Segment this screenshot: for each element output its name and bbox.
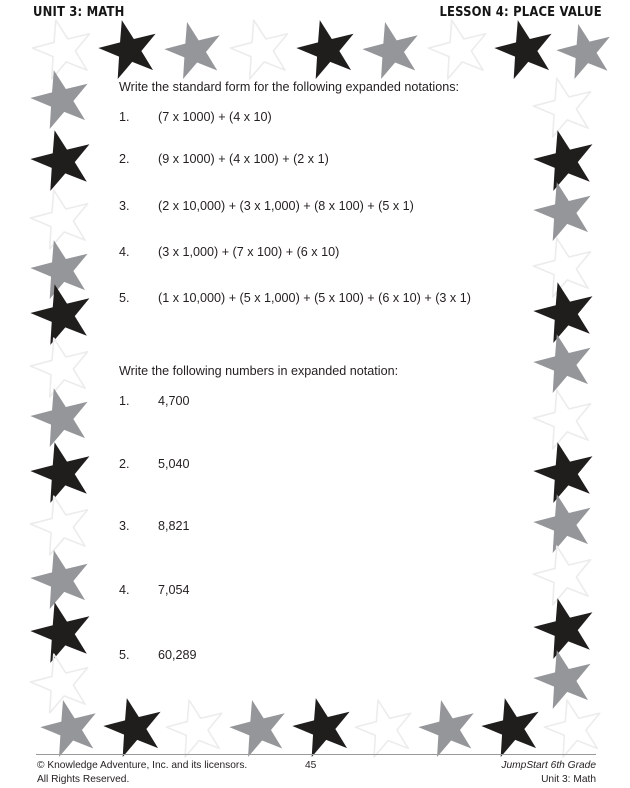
five-point-star-gray xyxy=(158,14,231,87)
question-item xyxy=(119,583,190,597)
header-lesson-title: LESSON 4: PLACE VALUE xyxy=(439,4,602,20)
question-item xyxy=(119,245,339,259)
question-number: 1. xyxy=(119,394,130,408)
question-item xyxy=(119,291,471,305)
question-text: (2 x 10,000) + (3 x 1,000) + (8 x 100) + (5 x 1) xyxy=(158,199,414,213)
question-text: 5,040 xyxy=(158,457,190,471)
question-number: 1. xyxy=(119,110,130,124)
question-number: 2. xyxy=(119,152,130,166)
footer-copyright-line2: All Rights Reserved. xyxy=(37,773,130,785)
question-item xyxy=(119,519,190,533)
question-number: 3. xyxy=(119,519,130,533)
question-number: 5. xyxy=(119,291,130,305)
question-text: (1 x 10,000) + (5 x 1,000) + (5 x 100) + (6 x 10) + (3 x 1) xyxy=(158,291,471,305)
question-number: 3. xyxy=(119,199,130,213)
question-item xyxy=(119,394,190,408)
question-number: 2. xyxy=(119,457,130,471)
five-point-star-outline xyxy=(421,11,496,86)
footer-copyright-line1: © Knowledge Adventure, Inc. and its licensors. xyxy=(37,760,248,771)
five-point-star-black xyxy=(487,11,562,86)
question-text: 8,821 xyxy=(158,519,190,533)
footer-book-subtitle: Unit 3: Math xyxy=(541,773,596,785)
five-point-star-gray xyxy=(356,14,429,87)
question-item xyxy=(119,457,190,471)
five-point-star-black xyxy=(91,11,166,86)
five-point-star-black xyxy=(289,11,364,86)
question-item xyxy=(119,648,197,662)
question-item xyxy=(119,199,414,213)
question-text: (9 x 1000) + (4 x 100) + (2 x 1) xyxy=(158,152,329,166)
question-text: 60,289 xyxy=(158,648,197,662)
section-prompt-2: Write the following numbers in expanded notation: xyxy=(119,364,399,378)
footer-copyright xyxy=(37,759,247,786)
question-text: (3 x 1,000) + (7 x 100) + (6 x 10) xyxy=(158,245,340,259)
question-text: 4,700 xyxy=(158,394,190,408)
question-number: 5. xyxy=(119,648,130,662)
header-unit-title: UNIT 3: MATH xyxy=(33,4,125,20)
question-number: 4. xyxy=(119,245,130,259)
footer-divider xyxy=(36,754,596,755)
five-point-star-outline xyxy=(223,11,298,86)
section-prompt-1: Write the standard form for the following expanded notations: xyxy=(119,80,459,94)
question-text: (7 x 1000) + (4 x 10) xyxy=(158,110,272,124)
footer-book-title: JumpStart 6th Grade xyxy=(501,760,596,771)
footer-page-number: 45 xyxy=(305,760,317,771)
question-text: 7,054 xyxy=(158,583,190,597)
footer-book-info xyxy=(501,759,596,786)
question-item xyxy=(119,110,272,124)
question-number: 4. xyxy=(119,583,130,597)
question-item xyxy=(119,152,329,166)
